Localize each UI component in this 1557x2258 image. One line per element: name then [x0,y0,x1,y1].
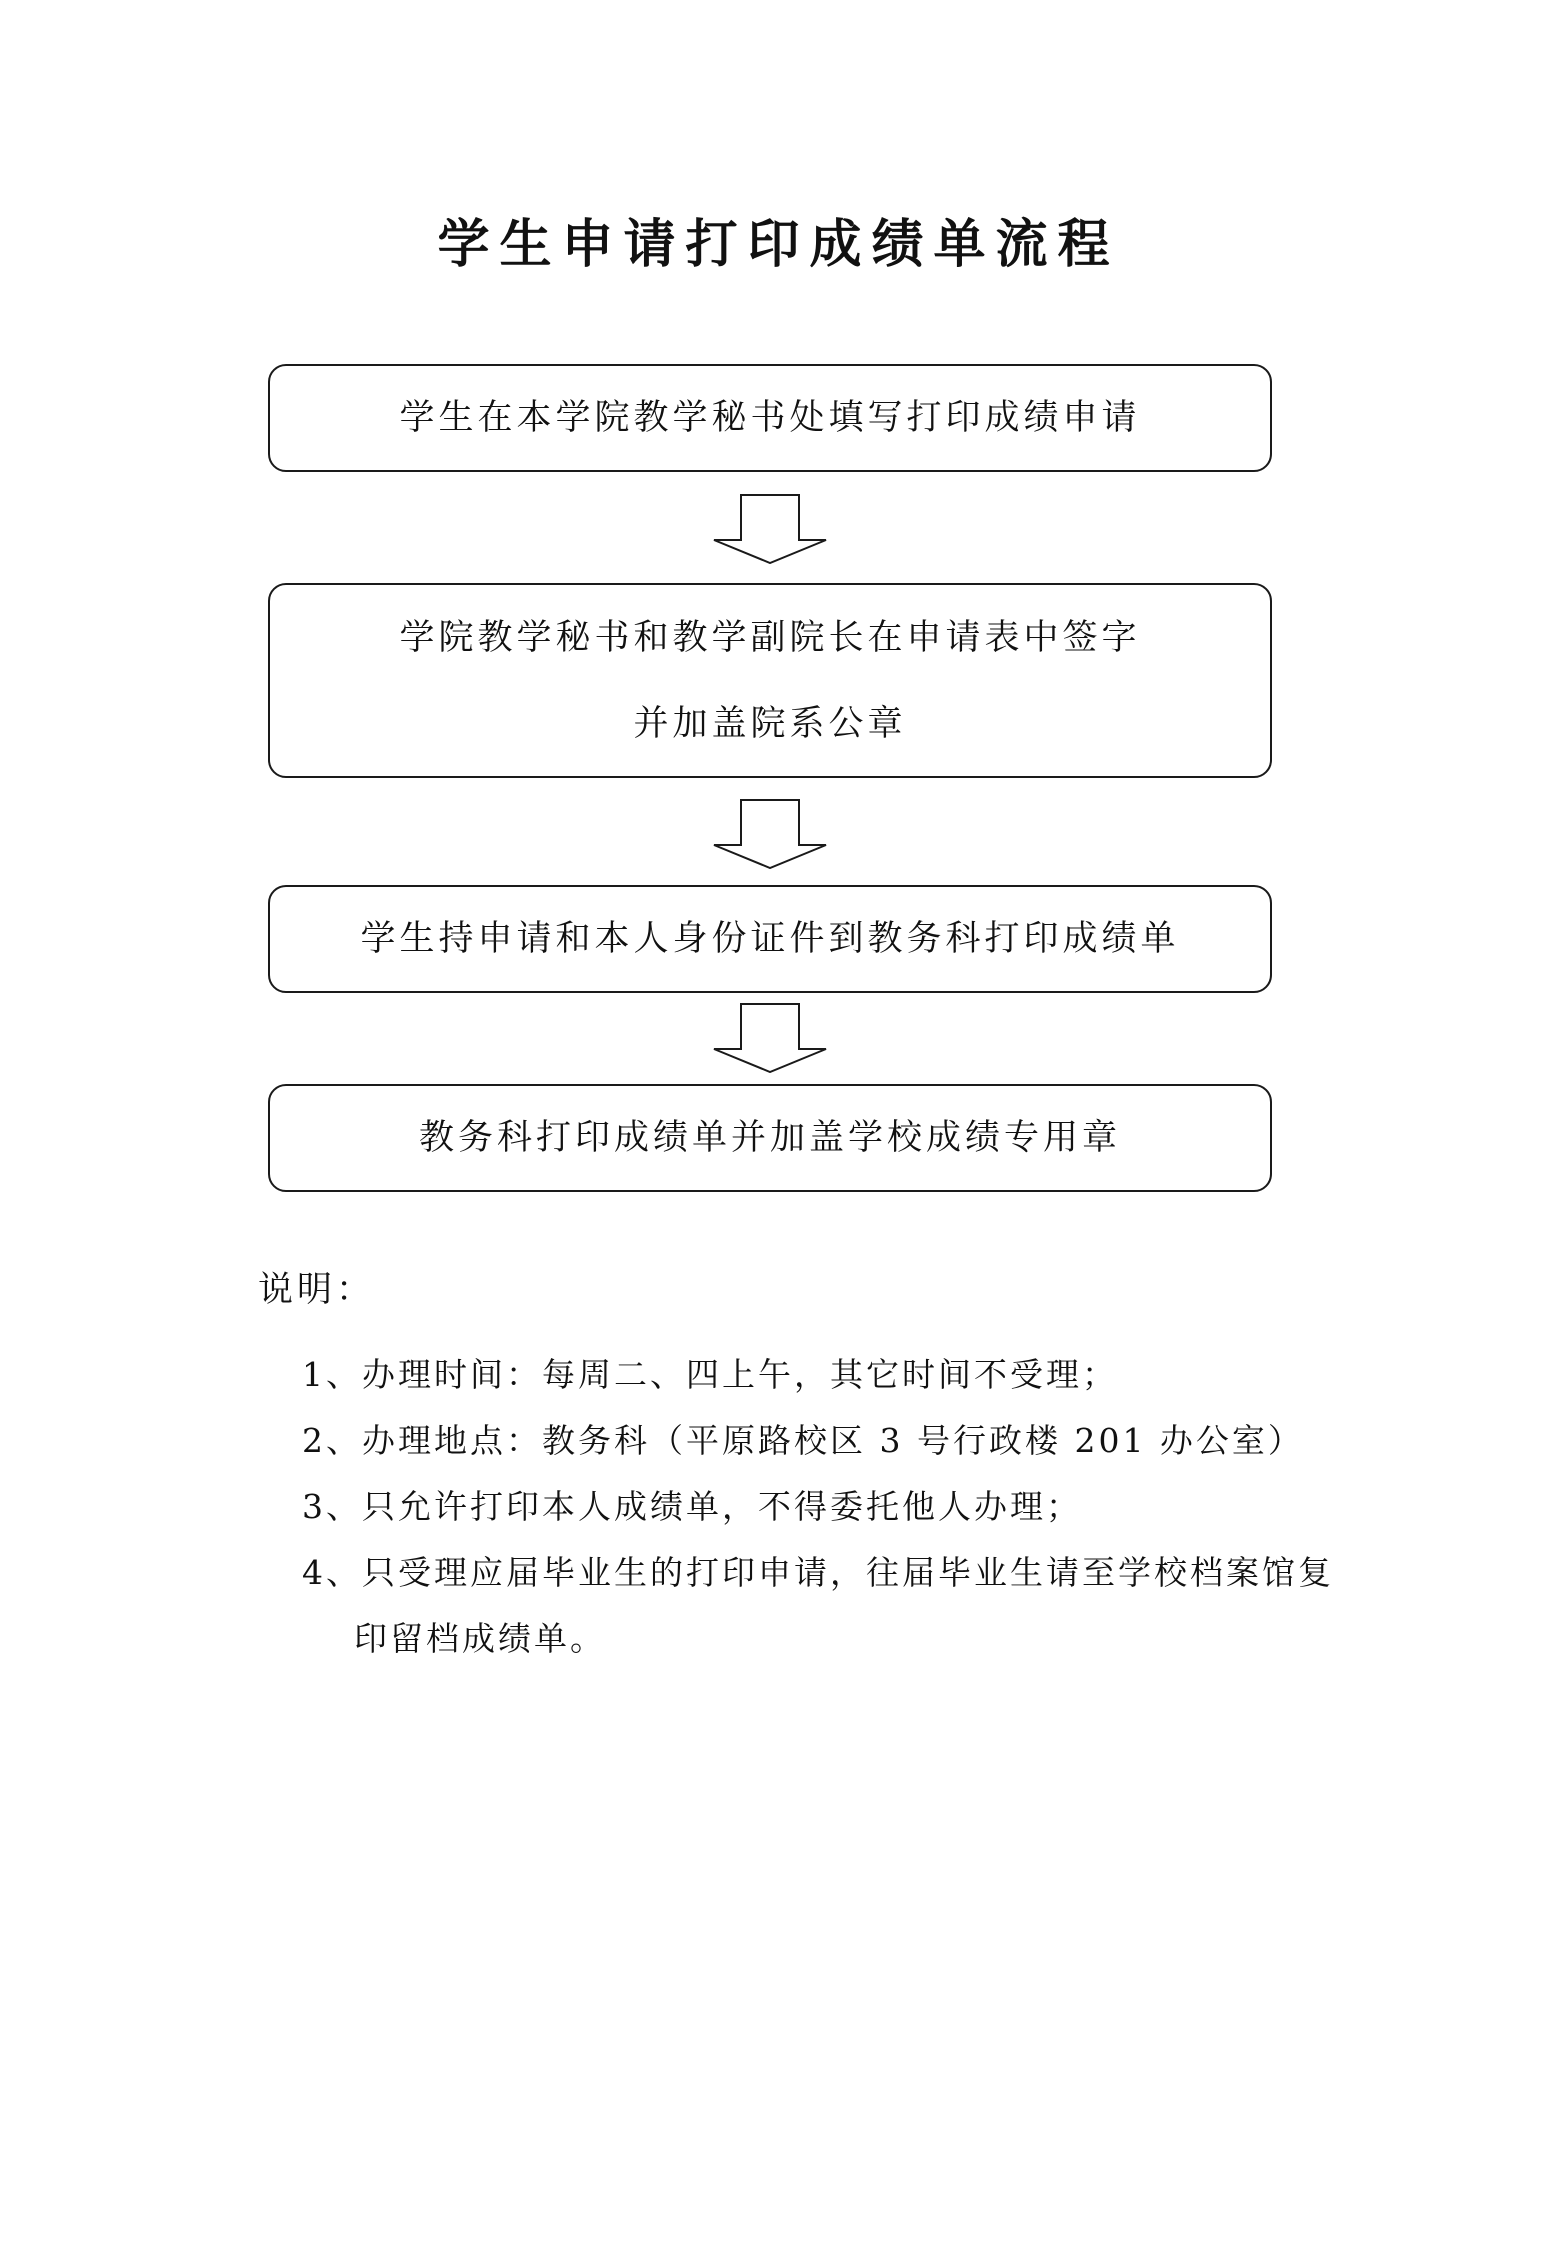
step-2-text-line-2: 并加盖院系公章 [633,703,907,744]
step-4-text: 教务科打印成绩单并加盖学校成绩专用章 [418,1118,1121,1158]
down-arrow-icon [712,799,828,869]
note-item-2: 2、办理地点：教务科（平原路校区 3 号行政楼 201 办公室） [302,1421,1304,1460]
step-3-text: 学生持申请和本人身份证件到教务科打印成绩单 [360,919,1180,959]
down-arrow-icon [712,494,828,564]
step-1-text: 学生在本学院教学秘书处填写打印成绩申请 [399,398,1141,438]
flow-step-3 [268,885,1272,993]
page-title: 学生申请打印成绩单流程 [437,214,1120,275]
notes-heading: 说明： [258,1270,376,1310]
note-item-1: 1、办理时间：每周二、四上午，其它时间不受理； [302,1355,1118,1394]
note-item-4: 4、只受理应届毕业生的打印申请，往届毕业生请至学校档案馆复 [302,1553,1334,1592]
down-arrow-icon [712,1003,828,1073]
flow-step-4 [268,1084,1272,1192]
flow-step-1 [268,364,1272,472]
notes-list [302,1342,1334,1672]
note-item-4-continued: 印留档成绩单。 [354,1619,606,1658]
step-2-text-line-1: 学院教学秘书和教学副院长在申请表中签字 [399,617,1141,658]
note-item-3: 3、只允许打印本人成绩单，不得委托他人办理； [302,1487,1082,1526]
flow-step-2 [268,583,1272,778]
